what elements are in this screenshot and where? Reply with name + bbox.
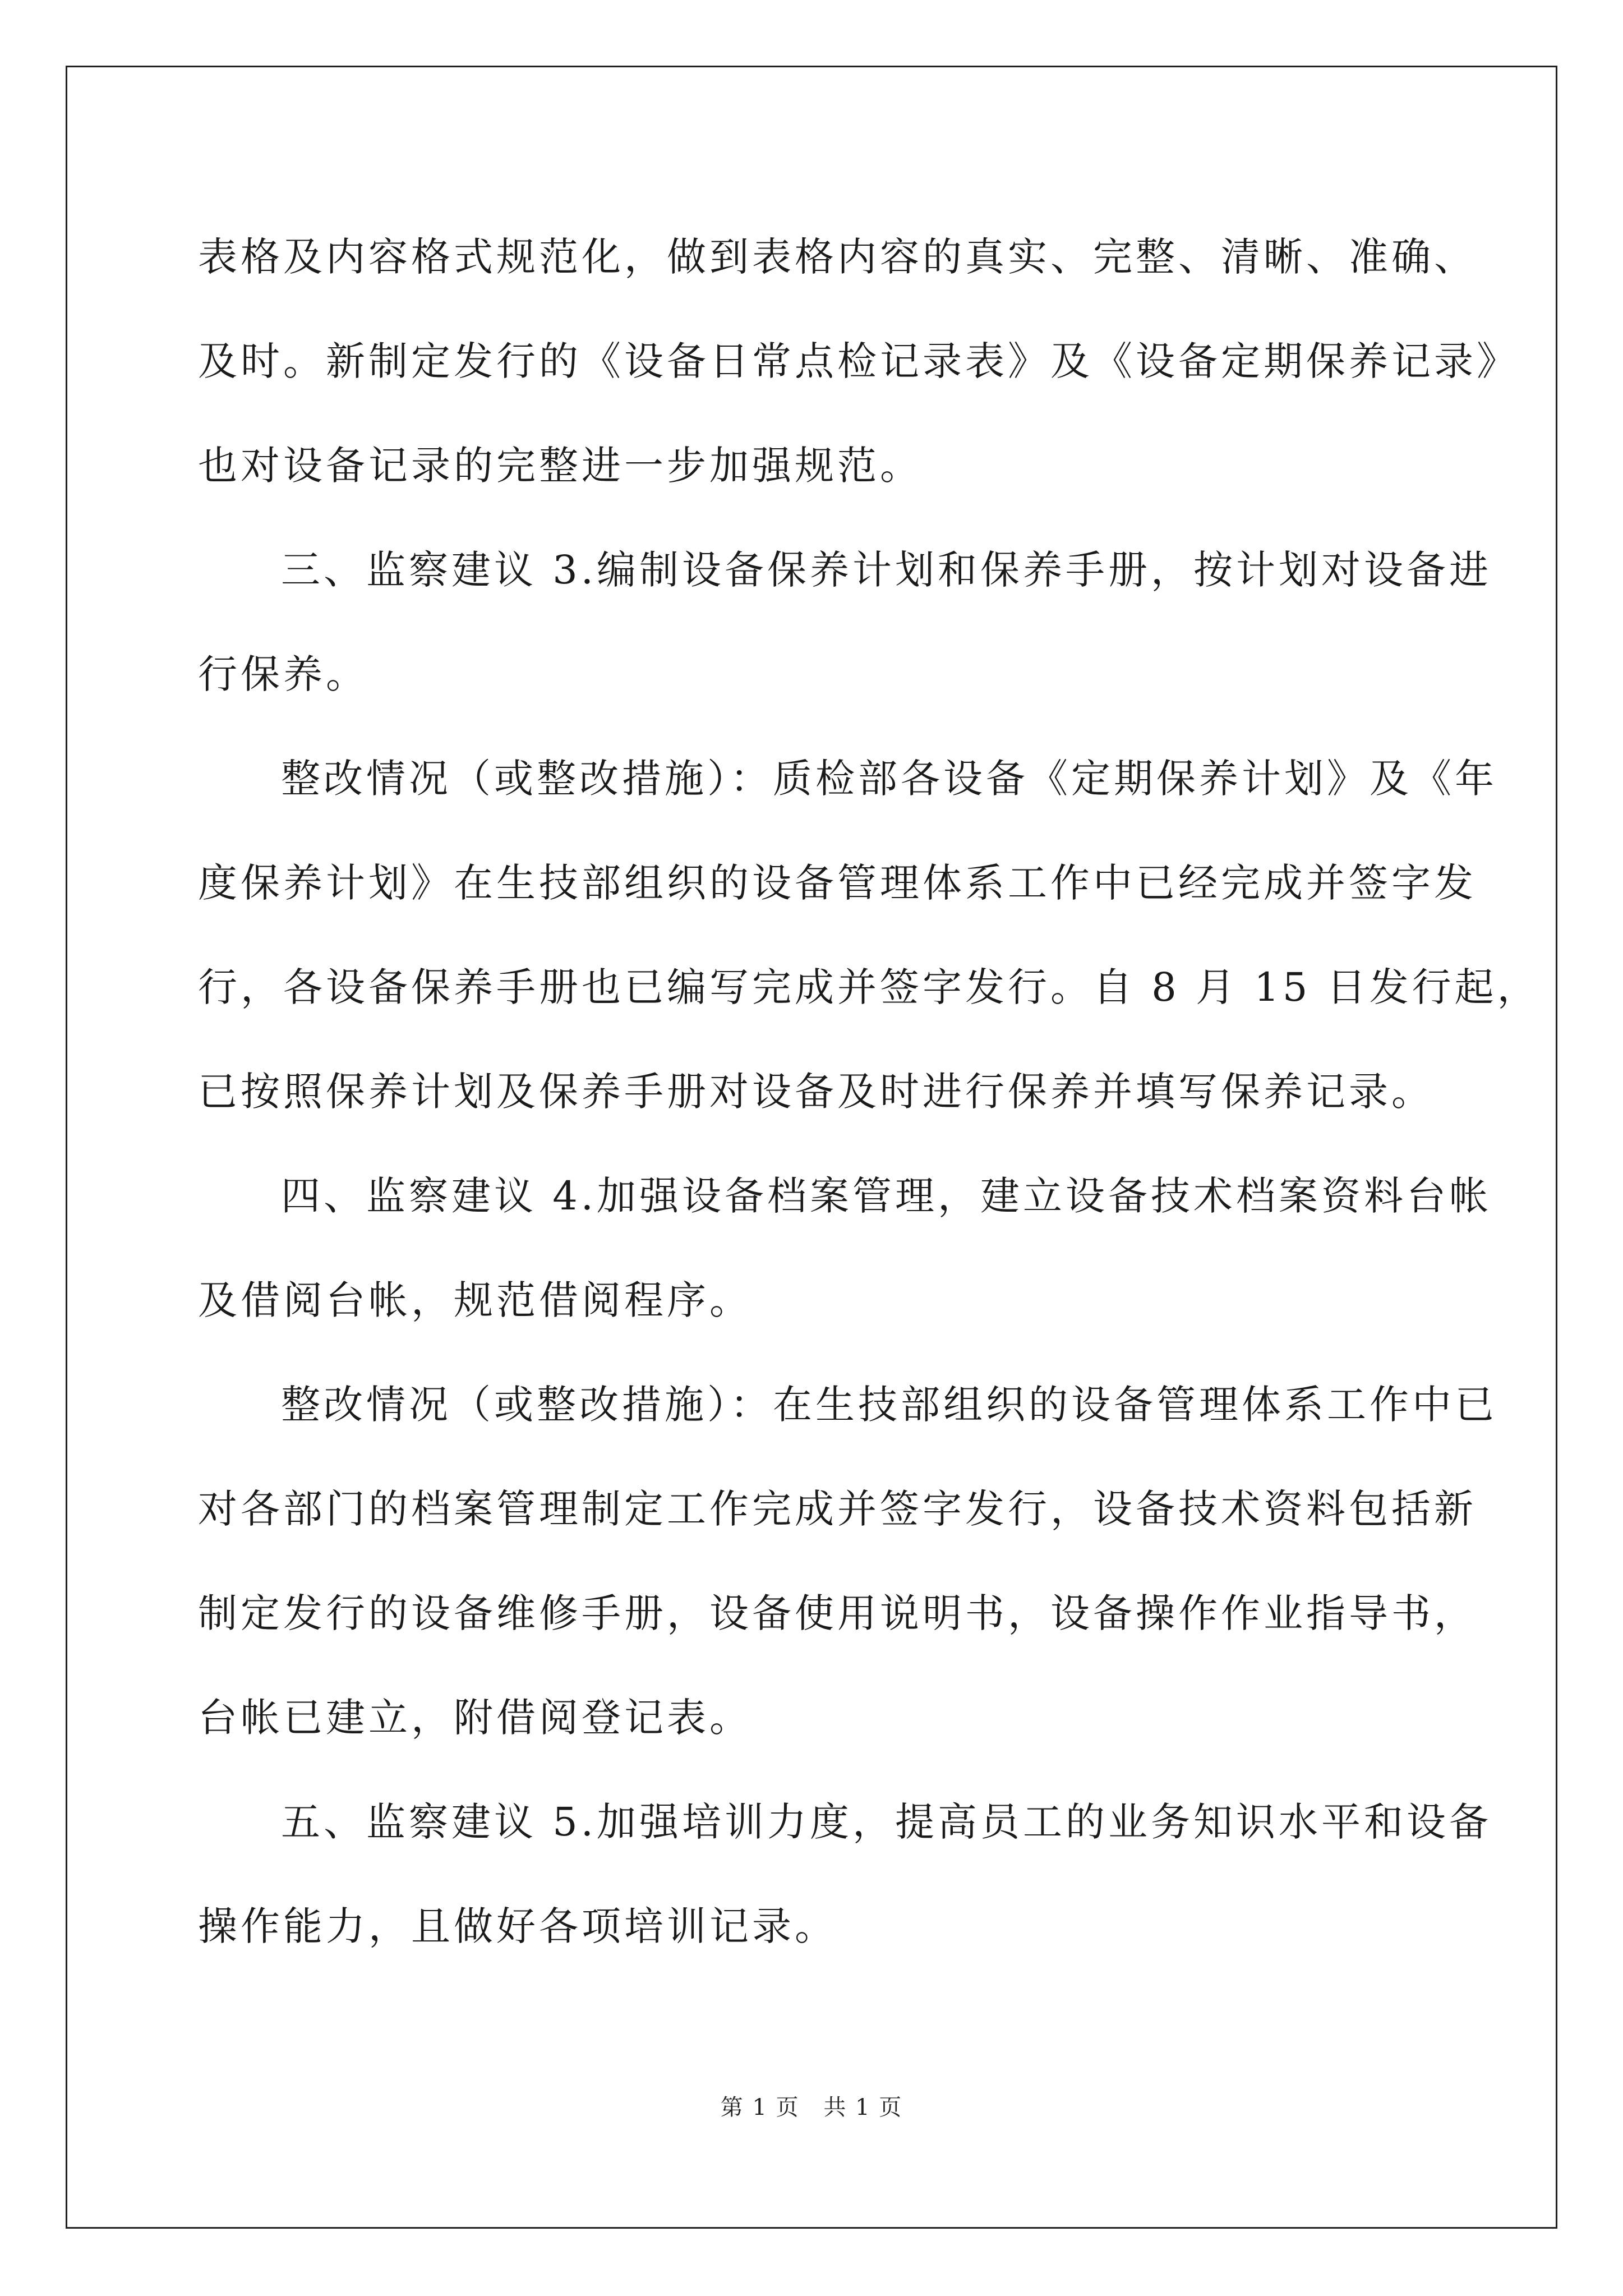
text-line: 及借阅台帐，规范借阅程序。	[198, 1277, 752, 1323]
text-line: 对各部门的档案管理制定工作完成并签字发行，设备技术资料包括新	[198, 1486, 1477, 1532]
document-body	[198, 205, 1540, 1978]
text-line: 行，各设备保养手册也已编写完成并签字发行。自 8 月 15 日发行起，	[198, 964, 1540, 1010]
page-footer	[0, 2090, 1623, 2122]
text-line: 度保养计划》在生技部组织的设备管理体系工作中已经完成并签字发	[198, 860, 1477, 906]
page-total: 共 1 页	[823, 2095, 903, 2120]
text-line: 三、监察建议 3.编制设备保养计划和保养手册，按计划对设备进	[281, 547, 1492, 593]
page-number: 第 1 页	[720, 2095, 800, 2120]
text-line: 也对设备记录的完整进一步加强规范。	[198, 443, 923, 489]
text-line: 四、监察建议 4.加强设备档案管理，建立设备技术档案资料台帐	[281, 1173, 1492, 1219]
text-line: 已按照保养计划及保养手册对设备及时进行保养并填写保养记录。	[198, 1069, 1434, 1115]
text-line: 表格及内容格式规范化，做到表格内容的真实、完整、清晰、准确、	[198, 234, 1477, 280]
text-line: 及时。新制定发行的《设备日常点检记录表》及《设备定期保养记录》	[198, 338, 1519, 384]
text-line: 五、监察建议 5.加强培训力度，提高员工的业务知识水平和设备	[281, 1799, 1492, 1845]
text-line: 整改情况（或整改措施）：质检部各设备《定期保养计划》及《年	[281, 756, 1497, 802]
text-line: 台帐已建立，附借阅登记表。	[198, 1695, 752, 1741]
text-line: 操作能力，且做好各项培训记录。	[198, 1903, 837, 1949]
text-line: 制定发行的设备维修手册，设备使用说明书，设备操作作业指导书，	[198, 1590, 1477, 1636]
text-line: 整改情况（或整改措施）：在生技部组织的设备管理体系工作中已	[281, 1382, 1497, 1428]
text-line: 行保养。	[198, 651, 368, 697]
